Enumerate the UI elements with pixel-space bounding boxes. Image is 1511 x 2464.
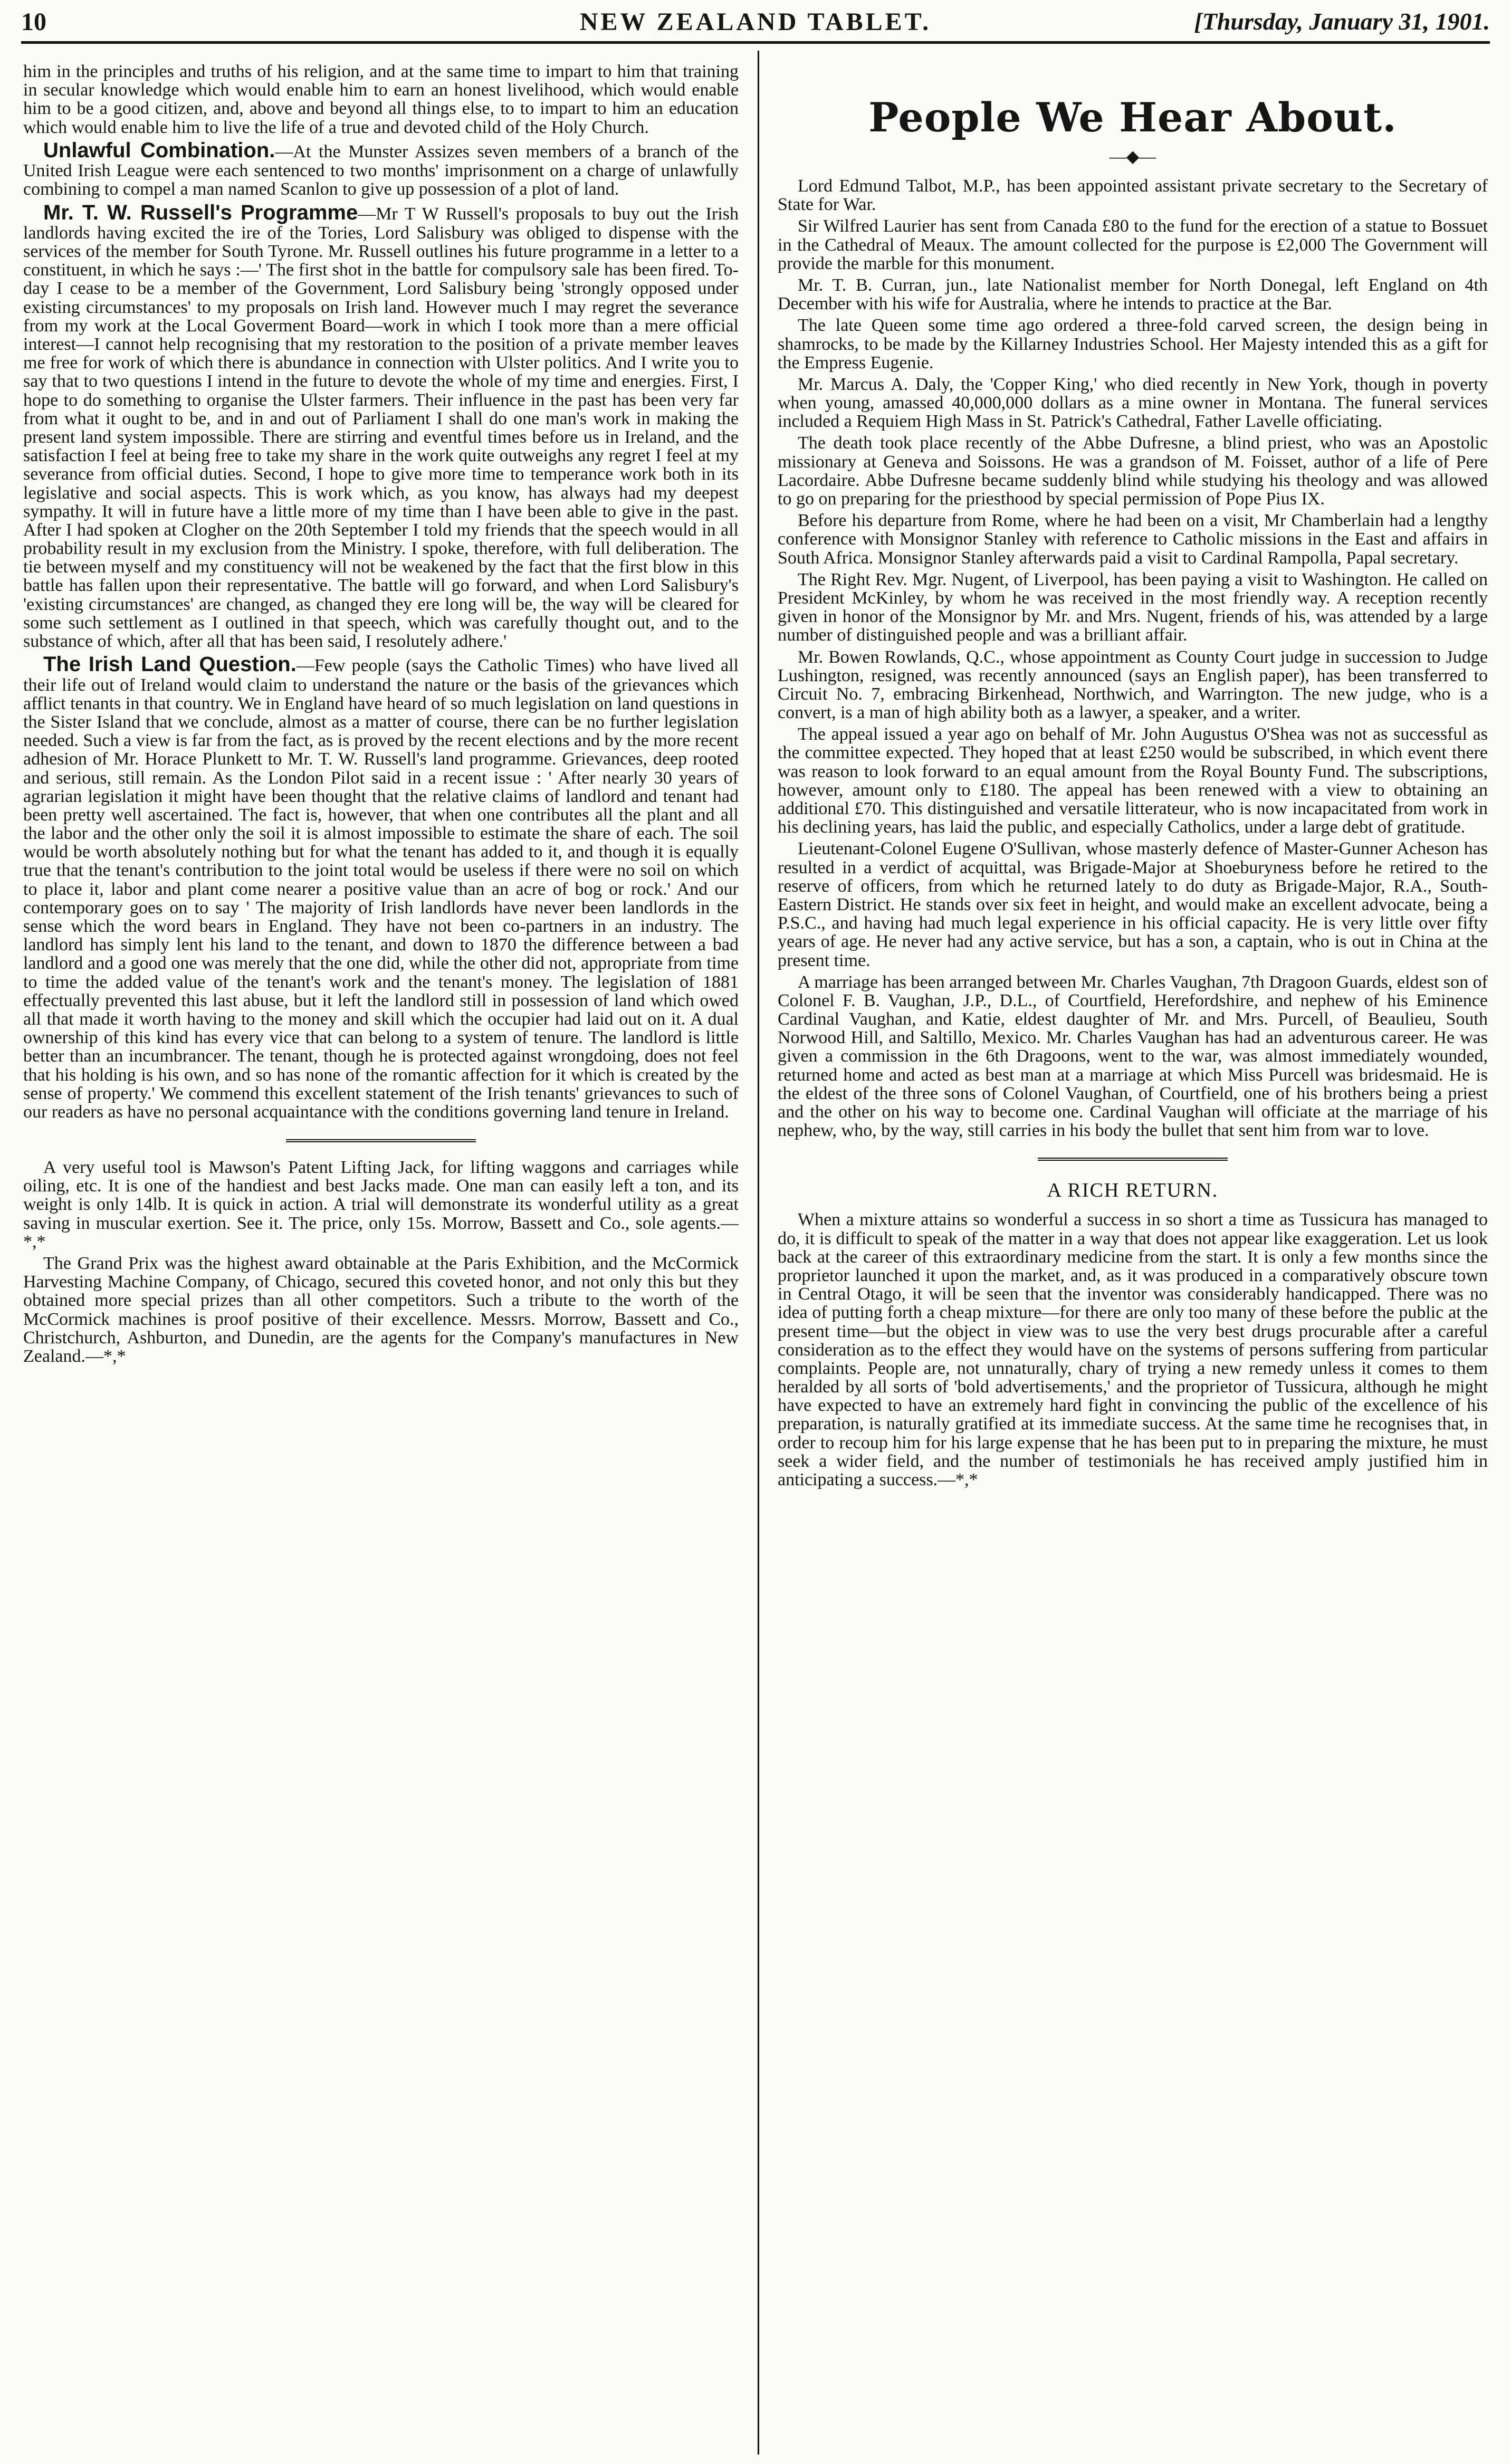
article-body: —At the Munster Assizes seven members of a branch of the United Irish League were each sentenced to two months' imprisonment on a charge of unlawfully combining to compel a man named Scanlon to give up possession of a plot of land. [23, 141, 739, 199]
page-header [21, 7, 1490, 38]
news-item: Mr. T. B. Curran, jun., late Nationalist member for North Donegal, left England on 4th December with his wife for Australia, where he intends to practice at the Bar. [778, 275, 1488, 314]
article-intro: him in the principles and truths of his religion, and at the same time to impart to him that training in secular knowledge which would enable him to earn an honest livelihood, which would enable him to be a good citizen, and, above and beyond all things else, to to impart to him an education which would enable him to live the life of a true and devoted child of the Holy Church. [23, 62, 739, 137]
people-we-hear-about-title: People We Hear About. [868, 94, 1397, 141]
news-item: The appeal issued a year ago on behalf of Mr. John Augustus O'Shea was not as successful as the committee expected. They hoped that at least £250 would be subscribed, in which event there was reason to look forward to an equal amount from the Royal Bounty Fund. The subscriptions, however, amount only to £180. The appeal has been renewed with a view to obtaining an additional £70. This distinguished and versatile litterateur, who is now incapacitated from work in his declining years, has laid the public, and especially Catholics, under a large debt of gratitude. [778, 724, 1488, 837]
article-heading: Mr. T. W. Russell's Programme [43, 200, 358, 224]
article-russell-programme [23, 202, 739, 651]
news-item: Before his departure from Rome, where he had been on a visit, Mr Chamberlain had a lengthy conference with Monsignor Stanley with reference to Catholic missions in the East and affairs in South Africa. Monsignor Stanley afterwards paid a visit to Cardinal Rampolla, Papal secretary. [778, 511, 1488, 568]
news-item: Mr. Bowen Rowlands, Q.C., whose appointment as County Court judge in succession to Judge Lushington, resigned, was recently announced (says an English paper), has been transferred to Circuit No. 7, embracing Birkenhead, Northwich, and Warrington. The new judge, who is a convert, is a man of high ability both as a lawyer, a speaker, and a writer. [778, 647, 1488, 723]
ornament: —◆— [1109, 147, 1156, 166]
news-item: Mr. Marcus A. Daly, the 'Copper King,' who died recently in New York, though in poverty when young, amassed 40,000,000 dollars as a mine owner in Montana. The funeral services included a Requiem High Mass in St. Patrick's Cathedral, Father Lavelle officiating. [778, 374, 1488, 432]
page-number: 10 [21, 8, 46, 36]
ad-grand-prix: The Grand Prix was the highest award obtainable at the Paris Exhibition, and the McCormick Harvesting Machine Company, of Chicago, secured this coveted honor, and not only this but they obtained more special prizes than all other competitors. Such a tribute to the worth of the McCormick machines is proof positive of their excellence. Messrs. Morrow, Bassett and Co., Christchurch, Ashburton, and Dunedin, are the agents for the Company's manufactures in New Zealand.—*,* [23, 1254, 739, 1366]
ad-lifting-jack: A very useful tool is Mawson's Patent Lifting Jack, for lifting waggons and carriages while oiling, etc. It is one of the handiest and best Jacks made. One man can easily left a ton, and its weight is only 14lb. It is quick in action. A trial will demonstrate its wonderful utility as a great saving in muscular exertion. See it. The price, only 15s. Morrow, Bassett and Co., sole agents.—*,* [23, 1158, 739, 1252]
news-item: The Right Rev. Mgr. Nugent, of Liverpool, has been paying a visit to Washington. He called on President McKinley, by whom he was received in the most friendly way. A reception recently given in honor of the Monsignor by Mr. and Mrs. Nugent, friends of his, was attended by a large number of distinguished people and was a brilliant affair. [778, 569, 1488, 645]
right-column [778, 62, 1488, 1492]
news-item: A marriage has been arranged between Mr. Charles Vaughan, 7th Dragoon Guards, eldest son of Colonel F. B. Vaughan, J.P., D.L., of Courtfield, Herefordshire, and nephew of his Eminence Cardinal Vaughan, and Katie, eldest daughter of Mr. and Mrs. Purcell, of Beaulieu, South Norwood Hill, and Saltillo, Mexico. Mr. Charles Vaughan has had an adventurous career. He was given a commission in the 6th Dragoons, went to the war, was almost immediately wounded, returned home and acted as best man at a marriage at which Miss Purcell was bridesmaid. He is the eldest of the three sons of Colonel Vaughan, of Courtfield, one of his brothers being a priest and the other on his way to become one. Cardinal Vaughan will officiate at the marriage of his nephew, who, by the way, still carries in his body the bullet that sent him from war to love. [778, 972, 1488, 1141]
article-body: —Few people (says the Catholic Times) who have lived all their life out of Ireland would claim to understand the nature or the basis of the grievances which afflict tenants in that country. We in England have heard of so much legislation on land questions in the Sister Island that we conclude, almost as a matter of course, there can be no further legislation needed. Such a view is far from the fact, as is proved by the recent elections and by the more recent adhesion of Mr. Horace Plunkett to Mr. T. W. Russell's land programme. Grievances, deep rooted and serious, still remain. As the London Pilot said in a recent issue : ' After nearly 30 years of agrarian legislation it might have been thought that the relative claims of landlord and tenant had been pretty well ascertained. The fact is, however, that when one contributes all the plant and all the labor and the other only the soil it is almost impossible to estimate the share of each. The soil would be worth absolutely nothing but for what the tenant has added to it, and though it is equally true that the tenant's contribution to the joint total would be useless if there were no soil on which to place it, labor and plant come nearer a positive value than an acre of bog or rock.' And our contemporary goes on to say ' The majority of Irish landlords have never been landlords in the sense which the word bears in England. They have not been co-partners in an industry. The landlord has simply lent his land to the tenant, and down to 1870 the difference between a bad landlord and a good one was merely that the one did, while the other did not, appropriate from time to time the added value of the tenant's work and the tenant's money. The legislation of 1881 effectually prevented this last abuse, but it left the landlord still in possession of land which owed all that made it worth having to the money and skill which the occupier had laid out on it. A dual ownership of this kind has every vice that can belong to a system of tenure. The landlord is little better than an incumbrancer. The tenant, though he is protected against wrongdoing, does not feel that his holding is his own, and so has none of the romantic affection for it which is created by the sense of property.' We commend this excellent statement of the Irish tenants' grievances to such of our readers as have no personal acquaintance with the conditions governing land tenure in Ireland. [23, 656, 739, 1122]
left-column [23, 62, 739, 1369]
news-item: Sir Wilfred Laurier has sent from Canada £80 to the fund for the erection of a statue to Bossuet in the Cathedral of Meaux. The amount collected for the purpose is £2,000 The Government will provide the marble for this monument. [778, 216, 1488, 273]
issue-date: [Thursday, January 31, 1901. [1194, 8, 1490, 35]
article-unlawful-combination [23, 140, 739, 199]
section-rule [286, 1139, 476, 1142]
masthead: NEW ZEALAND TABLET. [579, 8, 932, 36]
column-divider [758, 51, 759, 2455]
news-item: The late Queen some time ago ordered a three-fold carved screen, the design being in shamrocks, to be made by the Killarney Industries School. Her Majesty intended this as a gift for the Empress Eugenie. [778, 316, 1488, 373]
header-rule [21, 41, 1490, 44]
article-heading: Unlawful Combination. [43, 138, 275, 162]
news-item: The death took place recently of the Abbe Dufresne, a blind priest, who was an Apostolic missionary at Geneva and Soissons. He was a grandson of M. Foisset, author of a life of Pere Lacordaire. Abbe Dufresne became suddenly blind while studying his theology and was allowed to go on preparing for the priesthood by special permission of Pope Pius IX. [778, 433, 1488, 509]
news-item: Lord Edmund Talbot, M.P., has been appointed assistant private secretary to the Secretary of State for War. [778, 176, 1488, 215]
rich-return-title: A RICH RETURN. [1047, 1179, 1219, 1202]
article-irish-land-question [23, 654, 739, 1121]
article-heading: The Irish Land Question. [43, 653, 297, 676]
rich-return-body: When a mixture attains so wonderful a success in so short a time as Tussicura has managed to do, it is difficult to speak of the matter in a way that does not appear like exaggeration. Let us look back at the career of this extraordinary medicine from the start. It is only a few months since the proprietor launched it upon the market, and, as it was produced in a comparatively obscure town in Central Otago, it will be seen that the inventor was considerably handicapped. There was no idea of putting forth a cheap mixture—for there are only too many of these before the public at the present time—but the object in view was to use the very best drugs procurable after a careful consideration as to the effect they would have on the systems of persons suffering from particular complaints. People are, not unnaturally, chary of trying a new remedy unless it comes to them heralded by all sorts of 'bold advertisements,' and the proprietor of Tussicura, although he might have expected to have an extremely hard fight in convincing the public of the excellence of his preparation, is naturally gratified at its immediate success. At the same time he recognises that, in order to recoup him for his large expense that he has been put to in preparing the mixture, he must seek a wider field, and the number of testimonials he has received amply justified him in anticipating a success.—*,* [778, 1210, 1488, 1489]
article-body: —Mr T W Russell's proposals to buy out the Irish landlords having excited the ire of the Tories, Lord Salisbury was obliged to dispense with the services of the member for South Tyrone. Mr. Russell outlines his future programme in a letter to a constituent, in which he says :—' The first shot in the battle for compulsory sale has been fired. To-day I cease to be a member of the Government, Lord Salisbury being 'strongly opposed under existing circumstances' to my proposals on Irish land. However much I may regret the severance from my work at the Local Goverment Board—work in which I took more than a mere official interest—I cannot help recognising that my restoration to the position of a private member leaves me free for work of which there is abundance in connection with Ulster politics. And I write you to say that to two questions I intend in the future to devote the whole of my time and energies. First, I hope to do something to organise the Ulster farmers. Their influence in the past has been very far from what it ought to be, and in and out of Parliament I shall do one man's work in making the present land system impossible. There are stirring and eventful times before us in Ireland, and the satisfaction I feel at being free to take my share in the work quite outweighs any regret I feel at my severance from official duties. Second, I hope to give more time to temperance work both in its legislative and social aspects. This is work which, as you know, has always had my deepest sympathy. It will in future have a little more of my time than I have been able to give in the past. After I had spoken at Clogher on the 20th September I told my friends that the speech would in all probability result in my exclusion from the Ministry. I spoke, therefore, with full deliberation. The tie between myself and my constituency will not be weakened by the fact that the first blow in this battle has fallen upon their representative. The battle will go forward, and when Lord Salisbury's 'existing circumstances' are changed, as changed they ere long will be, the way will be cleared for some such settlement as I outlined in that speech, which was carefully thought out, and to the substance of which, after all that has been said, I resolutely adhere.' [23, 204, 739, 652]
section-rule [1038, 1158, 1228, 1161]
news-item: Lieutenant-Colonel Eugene O'Sullivan, whose masterly defence of Master-Gunner Acheson has resulted in a verdict of acquittal, was Brigade-Major at Shoeburyness before he retired to the reserve of officers, from which he returned lately to do duty as Brigade-Major, R.A., South-Eastern District. He stands over six feet in height, and would make an excellent advocate, being a P.S.C., and having had much legal experience in his official capacity. He is very little over fifty years of age. He never had any active service, but has a son, a captain, who is out in China at the present time. [778, 839, 1488, 970]
